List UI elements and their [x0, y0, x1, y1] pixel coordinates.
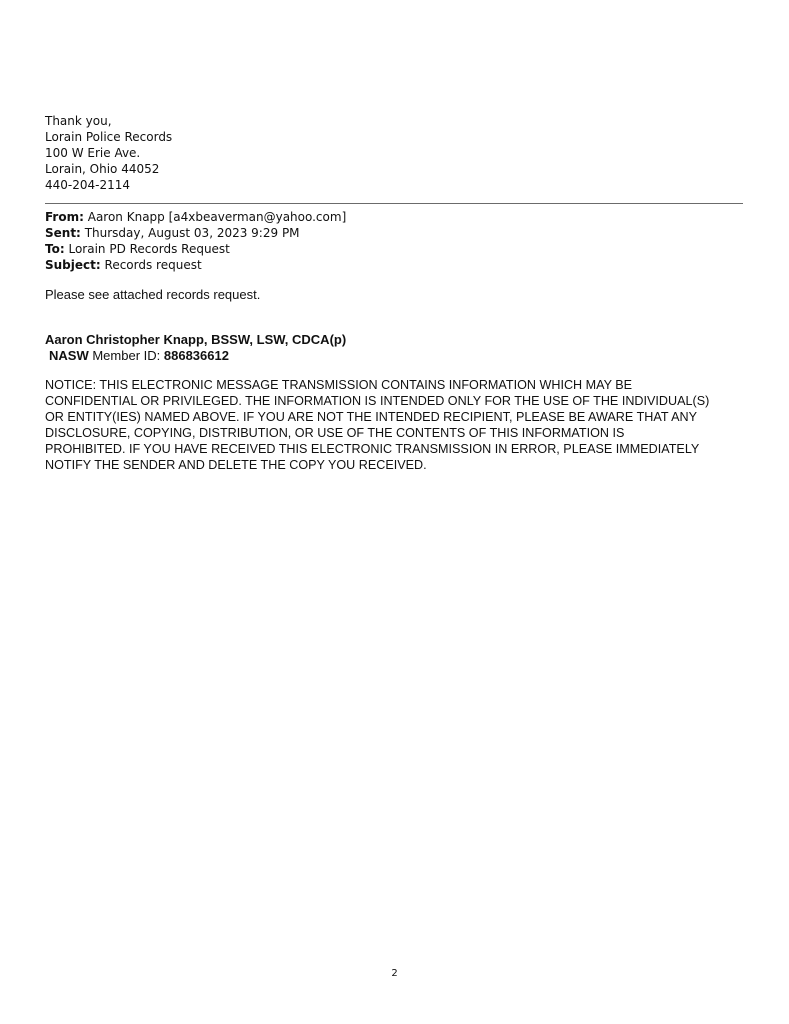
closing-line: 440-204-2114: [45, 178, 131, 192]
subject-label: Subject:: [45, 258, 101, 272]
from-row: [45, 209, 346, 225]
to-value: Lorain PD Records Request: [68, 242, 230, 256]
sender-signature: [45, 332, 346, 364]
closing-line: Lorain Police Records: [45, 130, 173, 144]
closing-line: Lorain, Ohio 44052: [45, 162, 160, 176]
sender-name: Aaron Christopher Knapp, BSSW, LSW, CDCA(p): [45, 332, 347, 347]
email-header: [45, 209, 346, 273]
to-row: [45, 241, 346, 257]
notice-line: PROHIBITED. IF YOU HAVE RECEIVED THIS ELECTRONIC TRANSMISSION IN ERROR, PLEASE IMMEDIATELY: [45, 442, 700, 456]
subject-value: Records request: [104, 258, 202, 272]
notice-line: CONFIDENTIAL OR PRIVILEGED. THE INFORMATION IS INTENDED ONLY FOR THE USE OF THE INDIVIDUAL(S): [45, 394, 710, 408]
from-value: Aaron Knapp [a4xbeaverman@yahoo.com]: [87, 210, 347, 224]
member-label: Member ID:: [92, 348, 161, 363]
sent-value: Thursday, August 03, 2023 9:29 PM: [84, 226, 300, 240]
notice-line: OR ENTITY(IES) NAMED ABOVE. IF YOU ARE NOT THE INTENDED RECIPIENT, PLEASE BE AWARE THAT ANY: [45, 410, 697, 424]
member-id: 886836612: [163, 348, 229, 363]
notice-line: DISCLOSURE, COPYING, DISTRIBUTION, OR USE OF THE CONTENTS OF THIS INFORMATION IS: [45, 426, 625, 440]
sent-row: [45, 225, 346, 241]
page-number: 2: [391, 968, 398, 979]
closing-line: Thank you,: [45, 114, 112, 128]
header-divider: [45, 203, 743, 204]
nasw-row: [45, 348, 346, 364]
closing-line: 100 W Erie Ave.: [45, 146, 141, 160]
notice-line: NOTIFY THE SENDER AND DELETE THE COPY YOU RECEIVED.: [45, 458, 427, 472]
from-label: From:: [45, 210, 84, 224]
to-label: To:: [45, 242, 65, 256]
sent-label: Sent:: [45, 226, 81, 240]
message-body: Please see attached records request.: [45, 287, 261, 302]
notice-line: NOTICE: THIS ELECTRONIC MESSAGE TRANSMISSION CONTAINS INFORMATION WHICH MAY BE: [45, 378, 633, 392]
nasw-label: NASW: [49, 348, 89, 363]
subject-row: [45, 257, 346, 273]
confidentiality-notice: [45, 377, 745, 473]
records-closing-block: [45, 113, 172, 193]
